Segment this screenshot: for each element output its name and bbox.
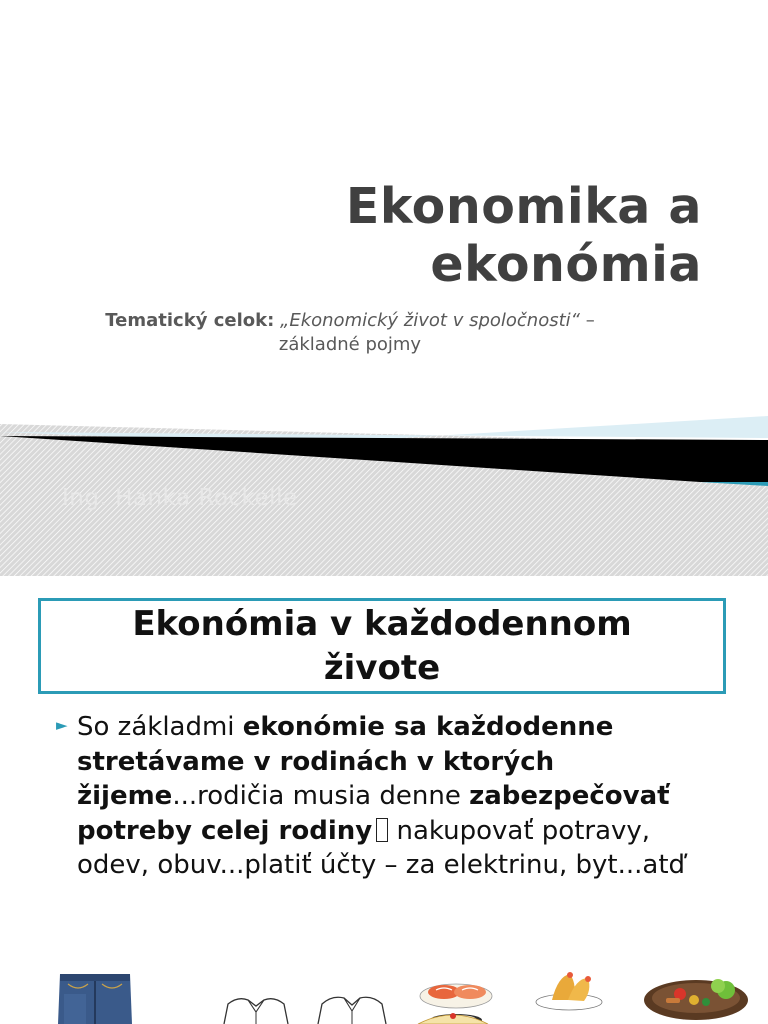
subtitle-label: Tematický celok:: [105, 310, 275, 331]
bullet-bold-1: ekonómie sa každodenne stretávame v rodinách v ktorých žijeme: [77, 712, 614, 811]
slide-subtitle: [60, 309, 640, 357]
subtitle-topic: „Ekonomický život v spoločnosti“: [280, 310, 580, 331]
content-title-line-2: živote: [323, 648, 441, 688]
cake-image: [408, 1012, 498, 1024]
content-title-box: [38, 598, 726, 694]
bullet-part-2: ...rodičia musia denne: [172, 781, 470, 811]
subtitle-dash: –: [585, 310, 595, 331]
arrow-glyph-icon: [376, 818, 388, 842]
bullet-arrow-icon: ►: [56, 716, 68, 734]
decorative-band: [0, 386, 768, 576]
tempura-image: [532, 970, 606, 1012]
bullet-bold-2: zabezpečovať potreby celej rodiny: [77, 781, 670, 846]
slide-title-line-2: ekonómia: [430, 236, 702, 293]
salad-plate-image: [640, 970, 752, 1024]
slide-title-line-1: Ekonomika a: [345, 178, 702, 235]
shirt-image-1: [218, 994, 294, 1024]
shirt-image-2: [312, 992, 392, 1024]
bullet-text: [77, 710, 727, 883]
bullet-part-1: So základmi: [77, 712, 243, 742]
bullet-part-3: nakupovať potravy, odev, obuv...platiť účty – za elektrinu, byt...atď: [77, 815, 686, 880]
jeans-image: [50, 970, 140, 1024]
subtitle-rest: základné pojmy: [278, 334, 422, 355]
slide-title: [346, 178, 702, 294]
author-name: Ing. Hanka Rockelle: [62, 485, 298, 511]
content-slide: [0, 576, 768, 1024]
content-title-line-1: Ekonómia v každodennom: [132, 604, 632, 644]
